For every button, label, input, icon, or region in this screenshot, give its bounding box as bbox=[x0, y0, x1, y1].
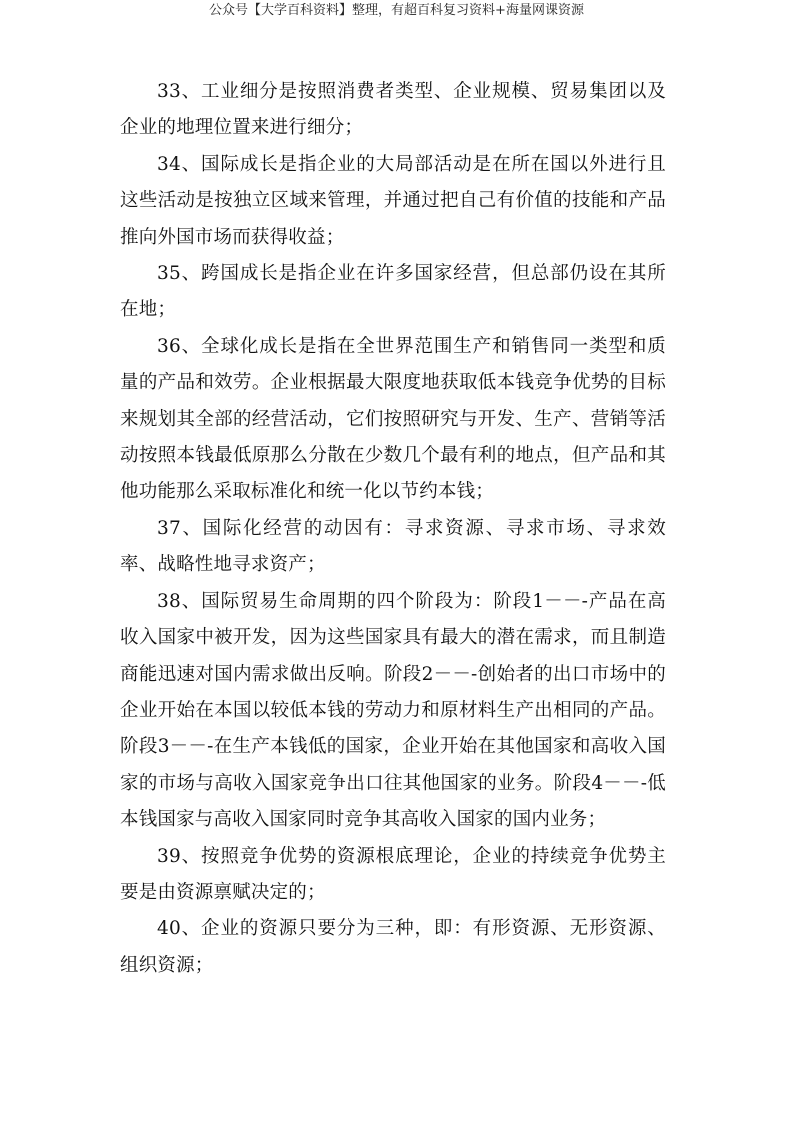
document-body bbox=[120, 74, 666, 984]
paragraph-38: 38、国际贸易生命周期的四个阶段为：阶段1－－-产品在高收入国家中被开发，因为这些国家具有最大的潜在需求，而且制造商能迅速对国内需求做出反响。阶段2－－-创始者的出口市场中的企业开始在本国以较低本钱的劳动力和原材料生产出相同的产品。阶段3－－-在生产本钱低的国家，企业开始在其他国家和高收入国家的市场与高收入国家竞争出口往其他国家的业务。阶段4－－-低本钱国家与高收入国家同时竞争其高收入国家的国内业务； bbox=[120, 590, 666, 831]
paragraph-37: 37、国际化经营的动因有：寻求资源、寻求市场、寻求效率、战略性地寻求资产； bbox=[120, 517, 666, 576]
paragraph-33: 33、工业细分是按照消费者类型、企业规模、贸易集团以及企业的地理位置来进行细分； bbox=[120, 81, 666, 139]
paragraph-35: 35、跨国成长是指企业在许多国家经营，但总部仍设在其所在地； bbox=[120, 263, 666, 321]
paragraph-34: 34、国际成长是指企业的大局部活动是在所在国以外进行且这些活动是按独立区域来管理，并通过把自己有价值的技能和产品推向外国市场而获得收益； bbox=[120, 153, 666, 248]
page-header: 公众号【大学百科资料】整理，有超百科复习资料+海量网课资源 bbox=[209, 3, 584, 18]
paragraph-36: 36、全球化成长是指在全世界范围生产和销售同一类型和质量的产品和效劳。企业根据最大限度地获取低本钱竞争优势的目标来规划其全部的经营活动，它们按照研究与开发、生产、营销等活动按照本钱最低原那么分散在少数几个最有利的地点，但产品和其他功能那么采取标准化和统一化以节约本钱； bbox=[120, 335, 666, 503]
paragraph-39: 39、按照竞争优势的资源根底理论，企业的持续竞争优势主要是由资源禀赋决定的； bbox=[120, 845, 666, 903]
paragraph-40: 40、企业的资源只要分为三种，即：有形资源、无形资源、组织资源； bbox=[120, 918, 666, 976]
